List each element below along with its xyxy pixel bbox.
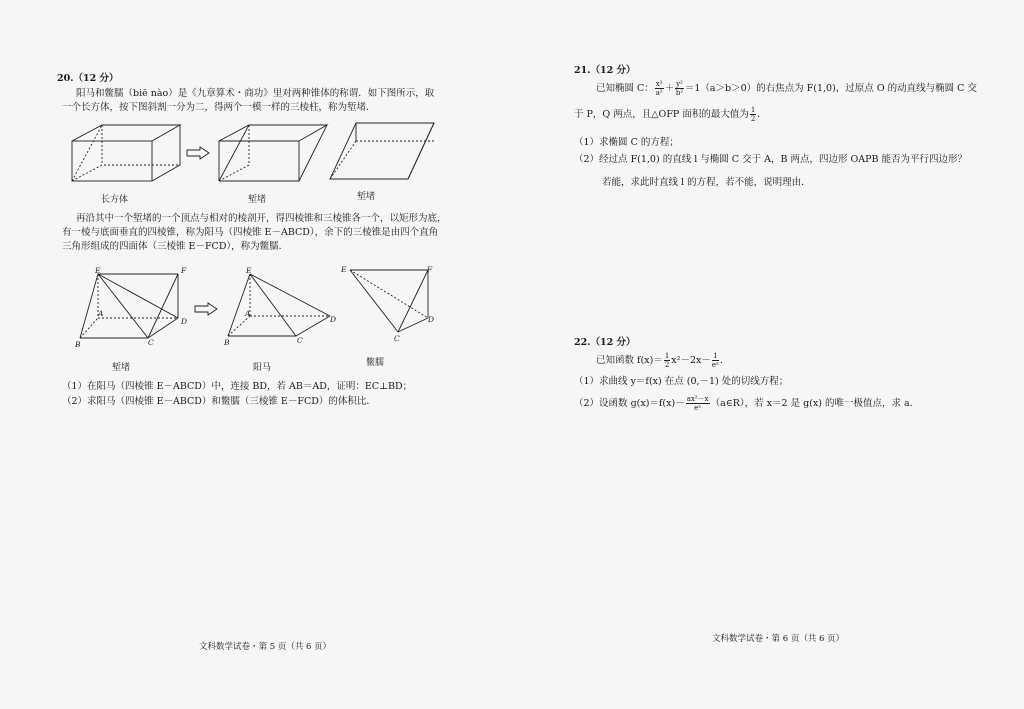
right-page [512, 0, 1024, 709]
q21-line1: 已知椭圆 C： $\frac{\text{x²}}{\text{a²}}$ ＋ $\frac{\text{y²}}{\text{b²}}$ ＝1（a＞b＞0）的右焦点为 F(1,0)，过原点 O 的动直线与椭圆 C 交 [596, 80, 977, 97]
pt-A-a: A [98, 309, 104, 318]
q20-header: 20.（12 分） [57, 73, 119, 84]
q22-part2-suffix: （a∈R），若 x＝2 是 g(x) 的唯一极值点，求 a． [710, 398, 920, 409]
one-half-fraction [664, 352, 670, 369]
bienao-tetrahedron-figure [348, 266, 435, 338]
one-over-ex-fraction [712, 352, 719, 369]
frac-den: 2 [664, 361, 670, 369]
q22-def-suffix: ． [719, 355, 730, 366]
g-fraction [686, 395, 710, 412]
prism-figure-1 [217, 123, 329, 185]
frac-num: ax²－x [686, 395, 709, 403]
pt-D-c: D [428, 315, 435, 324]
q22-def-mid: x²－2x－ [671, 355, 711, 366]
one-half-fraction [750, 106, 756, 123]
footer-page-6: 文科数学试卷・第 6 页（共 6 页） [712, 634, 845, 644]
right-arrow-icon [186, 146, 210, 160]
pt-E-a: E [95, 266, 101, 275]
q20-intro-line1: 阳马和鳖臑（biē nào）是《九章算术・商功》里对两种锥体的称谓．如下图所示，取 [76, 88, 435, 99]
q22-part1: （1）求曲线 y＝f(x) 在点 (0,－1) 处的切线方程； [574, 376, 789, 387]
x2-over-a2-fraction [655, 80, 664, 97]
qiandu-pyramid-figure [78, 268, 188, 344]
q20-part1: （1）在阳马（四棱锥 E－ABCD）中，连接 BD，若 AB＝AD，证明：EC⊥BD； [62, 381, 413, 392]
q21-line1-suffix: ＝1（a＞b＞0）的右焦点为 F(1,0)，过原点 O 的动直线与椭圆 C 交 [684, 83, 977, 94]
frac-den: eˣ [711, 361, 719, 369]
pt-C-a: C [148, 338, 154, 347]
pt-C-c: C [394, 334, 400, 343]
q20-part2: （2）求阳马（四棱锥 E－ABCD）和鳖臑（三棱锥 E－FCD）的体积比． [62, 396, 376, 407]
fig1-label-prism-b: 堑堵 [357, 192, 376, 202]
frac-den: a² [655, 89, 663, 97]
pt-B-b: B [224, 338, 230, 347]
q21-line1-prefix: 已知椭圆 C： [596, 83, 654, 94]
pt-E-c: E [341, 265, 347, 274]
q20-para2-line3: 三角形组成的四面体（三棱锥 E－FCD），称为鳖臑． [62, 241, 289, 252]
prism-figure-2 [328, 121, 436, 183]
q22-definition [596, 352, 729, 369]
pt-E-b: E [246, 266, 252, 275]
q21-header: 21.（12 分） [574, 65, 636, 76]
fig2-label-bienao: 鳖臑 [366, 358, 385, 368]
frac-den: b² [675, 89, 684, 97]
q22-part2 [574, 395, 919, 412]
yangma-pyramid-figure [226, 272, 336, 342]
q20-para2-line2: 有一棱与底面垂直的四棱锥，称为阳马（四棱锥 E－ABCD），余下的三棱锥是由四个直角 [62, 227, 439, 238]
fig1-label-cuboid: 长方体 [101, 195, 129, 205]
q21-line2 [574, 106, 767, 123]
pt-C-b: C [297, 336, 303, 345]
y2-over-b2-fraction [675, 80, 684, 97]
q20-para2-line1: 再沿其中一个堑堵的一个顶点与相对的棱剖开，得四棱锥和三棱锥各一个，以矩形为底， [76, 213, 447, 224]
pt-B-a: B [75, 340, 81, 349]
pt-D-b: D [330, 315, 337, 324]
q21-part2: （2）经过点 F(1,0) 的直线 l 与椭圆 C 交于 A，B 两点，四边形 OAPB 能否为平行四边形？ [574, 154, 968, 165]
pt-A-b: A [245, 309, 251, 318]
pt-F-c: F [427, 265, 433, 274]
pt-F-a: F [181, 266, 187, 275]
q21-line2-prefix: 于 P，Q 两点，且△OFP 面积的最大值为 [574, 109, 749, 120]
footer-page-5: 文科数学试卷・第 5 页（共 6 页） [199, 642, 332, 652]
q22-part2-prefix: （2）设函数 g(x)＝f(x)－ [574, 398, 685, 409]
frac-num: 1 [713, 352, 718, 360]
fig2-label-qiandu: 堑堵 [112, 363, 131, 373]
q21-part1: （1）求椭圆 C 的方程； [574, 137, 679, 148]
q22-header: 22.（12 分） [574, 337, 636, 348]
q22-def-prefix: 已知函数 f(x)＝ [596, 355, 663, 366]
cuboid-figure [70, 123, 185, 185]
fig2-label-yangma: 阳马 [253, 363, 272, 373]
frac-num: 1 [750, 106, 756, 114]
frac-den: eˣ [694, 404, 702, 412]
frac-num: x² [655, 80, 663, 88]
frac-num: y² [676, 80, 683, 88]
right-arrow-icon [194, 302, 218, 316]
frac-num: 1 [664, 352, 670, 360]
frac-den: 2 [750, 115, 756, 123]
q20-intro-line2: 一个长方体，按下图斜割一分为二，得两个一模一样的三棱柱，称为堑堵． [62, 102, 376, 113]
fig1-label-prism-a: 堑堵 [248, 195, 267, 205]
pt-D-a: D [181, 317, 188, 326]
q21-line2-suffix: ． [757, 109, 767, 120]
q21-part2-cont: 若能，求此时直线 l 的方程，若不能，说明理由． [602, 177, 811, 188]
